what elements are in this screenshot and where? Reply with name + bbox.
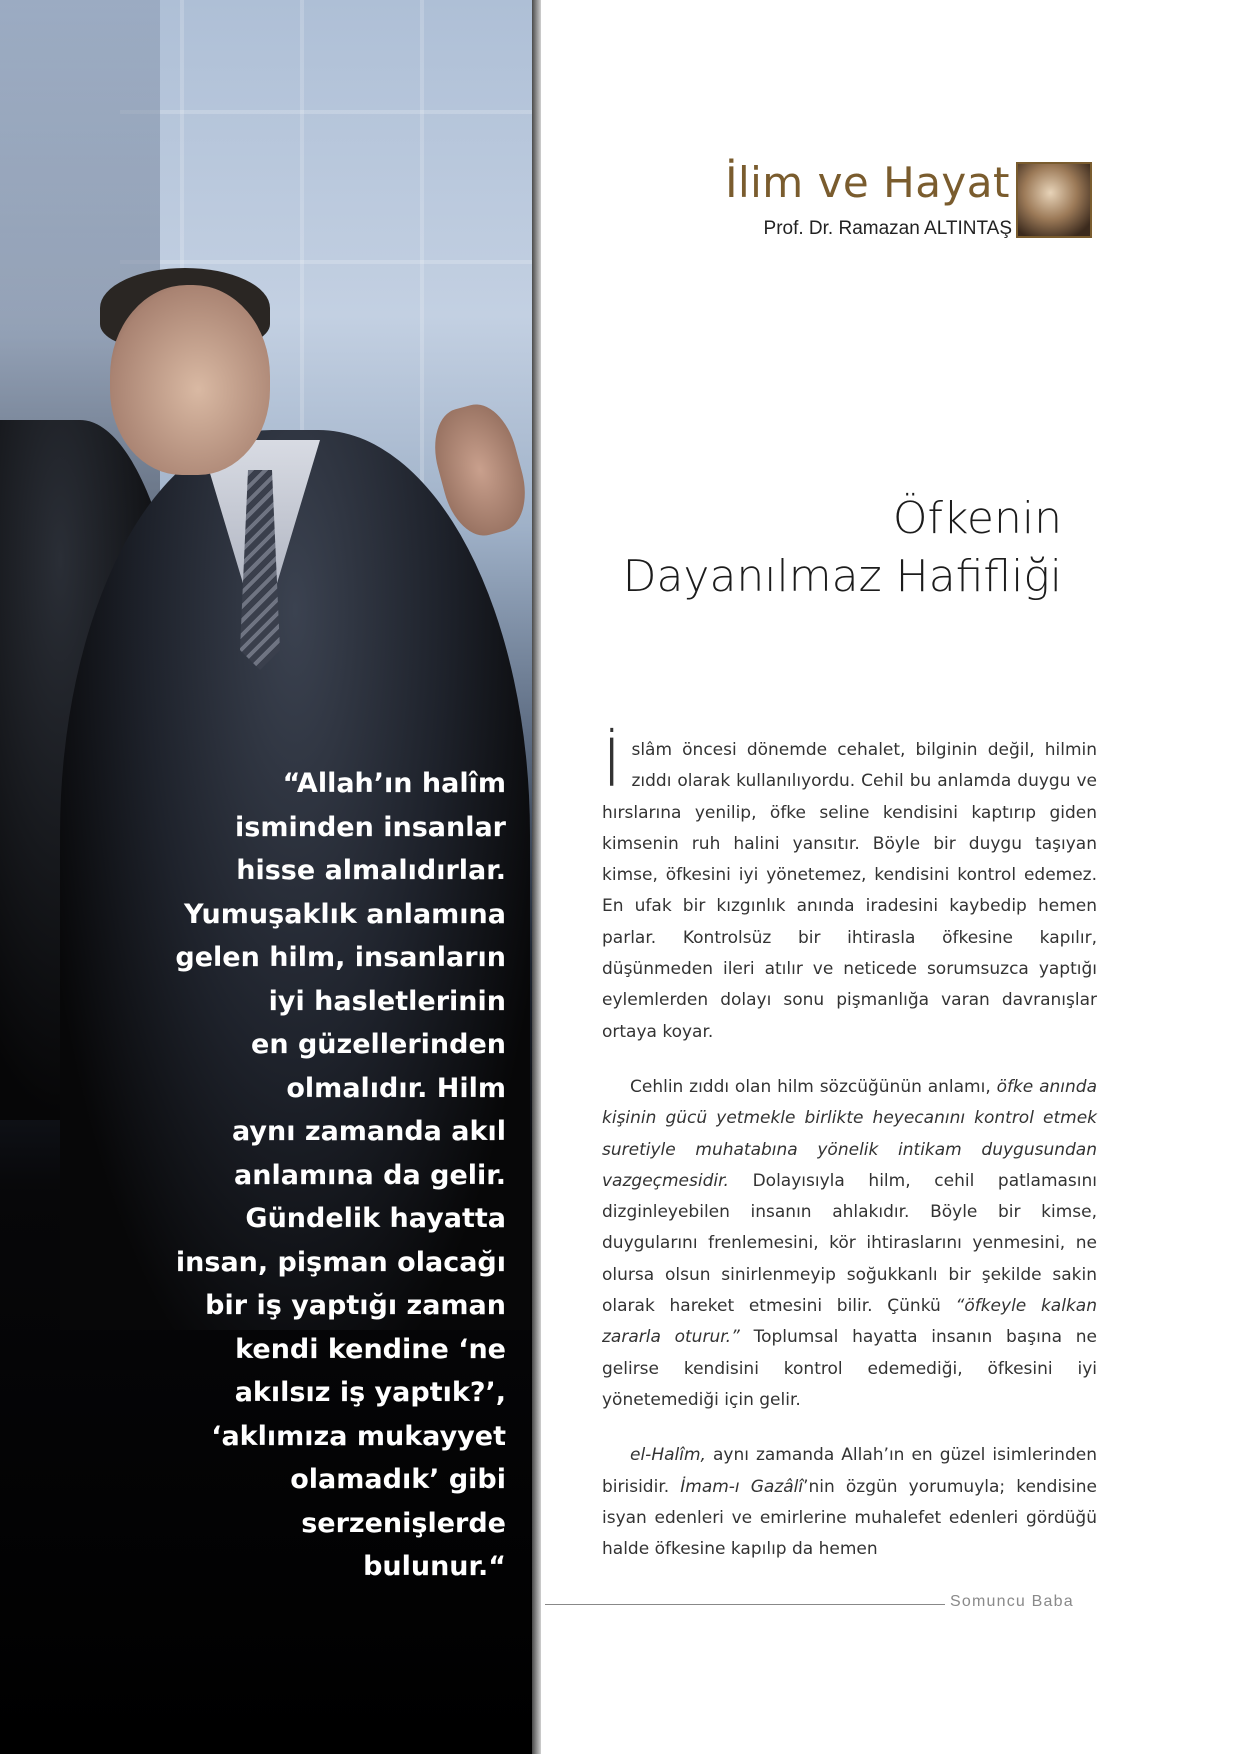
paragraph-2-text-c: Toplumsal hayatta insanın başına ne gelirse kendisini kontrol edemediği, öfkesini iyi yönetemediği için gelir. (602, 1327, 1097, 1410)
article-title-line-1: Öfkenin (892, 493, 1062, 544)
series-title: İlim ve Hayat (725, 158, 1010, 207)
paragraph-2-text-b: Dolayısıyla hilm, cehil patlamasını dizginleyebilen insanın ahlakıdır. Böyle bir kimse, duygularını frenlemesini, kör ihtiraslarını yenmesini, ne olursa olsun sinirlenmeyip soğukkanlı bir şekilde sakin olarak hareket etmesini bilir. Çünkü (602, 1170, 1097, 1317)
photo-man-head (110, 285, 270, 475)
paragraph-2-text-a: Cehlin zıddı olan hilm sözcüğünün anlamı, (630, 1076, 997, 1097)
article-title (502, 490, 1062, 606)
footer-rule (545, 1604, 945, 1605)
article-body (602, 725, 1097, 1589)
footer-brand: Somuncu Baba (950, 1593, 1074, 1610)
author-photo (1016, 162, 1092, 238)
column-divider (532, 0, 541, 1754)
paragraph-1 (602, 725, 1097, 1048)
paragraph-3-text-b: ’nin özgün yorumuyla; kendisine isyan edenleri ve emirlerine muhalefet edenleri gördüğü halde öfkesine kapılıp da hemen (602, 1476, 1097, 1560)
drop-cap: İ (602, 725, 622, 802)
paragraph-2 (602, 1072, 1097, 1416)
paragraph-3-italic-1: el-Halîm, (630, 1445, 706, 1466)
author-name: Prof. Dr. Ramazan ALTINTAŞ (763, 218, 1012, 239)
paragraph-2-italic: öfke anında kişinin gücü yetmekle birlikte heyecanını kontrol etmek suretiyle muhatabına yönelik intikam duygusundan vazgeçmesidir. (602, 1076, 1097, 1191)
paragraph-3 (602, 1440, 1097, 1565)
paragraph-3-text-a: aynı zamanda Allah’ın en güzel isimlerinden birisidir. (602, 1445, 1097, 1497)
paragraph-1-text: slâm öncesi dönemde cehalet, bilginin değil, hilmin zıddı olarak kullanılıyordu. Cehil bu anlamda duygu ve hırslarına yenilip, öfke seline kendisini kaptırıp giden kimsenin ruh halini yansıtır. Böyle bir duygu taşıyan kimse, öfkesini iyi yönetemez, kendisini kontrol edemez. En ufak bir kızgınlık anında iradesini kaybedip hemen parlar. Kontrolsüz bir ihtirasla öfkesine kapılır, düşünmeden ileri atılır ve neticede sorumsuzca yaptığı eylemlerden dolayı sonu pişmanlığa varan davranışlar ortaya koyar. (602, 740, 1097, 1042)
paragraph-3-italic-2: İmam-ı Gazâlî (680, 1476, 804, 1497)
article-title-line-2: Dayanılmaz Hafifliği (622, 551, 1062, 602)
cover-photo (0, 0, 532, 1754)
paragraph-2-quote: “öfkeyle kalkan zararla oturur.” (602, 1296, 1097, 1348)
pull-quote: “Allah’ın halîm isminden insanlar hisse almalıdırlar. Yumuşaklık anlamına gelen hilm, insanların iyi hasletlerinin en güzellerinden olmalıdır. Hilm aynı zamanda akıl anlamına da gelir. Gündelik hayatta insan, pişman olacağı bir iş yaptığı zaman kendi kendine ‘ne akılsız iş yaptık?’, ‘aklımıza mukayyet olamadık’ gibi serzenişlerde bulunur.“ (175, 768, 506, 1582)
